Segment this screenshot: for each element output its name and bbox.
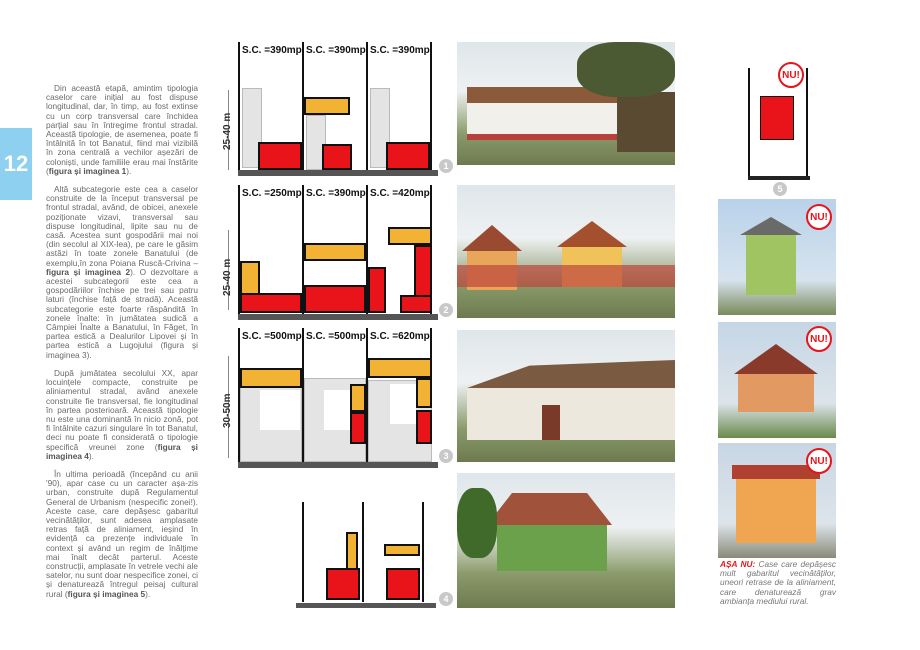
dimension-label: 30-50m xyxy=(222,393,233,428)
sc-label: S.C. =500mp xyxy=(242,331,302,342)
photo-1 xyxy=(457,42,675,165)
nu-badge: NU! xyxy=(778,62,804,88)
sc-label: S.C. =250mp xyxy=(242,188,302,199)
figure-number: 4 xyxy=(439,592,453,606)
nu-badge: NU! xyxy=(806,204,832,230)
paragraph-3: După jumătatea secolului XX, apar locuințele compacte, construite pe aliniamentul stradal, având anexele construite fie transversal, fie longitudinal în partea posterioară. Această tipologie nu este una dominantă în nicio zonă, pot fi întâlnite cazuri singulare în tot Banatul, deci nu poate fi considerată o tipologie specifică vreunei zone (figura și imaginea 4). xyxy=(46,367,198,461)
nu-badge: NU! xyxy=(806,326,832,352)
paragraph-2: Altă subcategorie este cea a caselor construite de la început transversal pe frontul stradal, având, de obicei, anexele poziționate vizavi, transversal sau dispuse longitudinal, lipite sau nu de casă. Acestea sunt gospodării mai noi (din secolul al XIX-lea), pe care le găsim astăzi în toate zonele Banatului (de exemplu,în zona Poiana Ruscă-Crivina – figura și imaginea 2). O dezvoltare a acestei subcategorii este cea a gospodăriilor închise pe trei sau patru laturi (închise față de stradă). Această subcategorie este foarte răspândită în zonele înalte: în jumătatea sudică a Câmpiei Înalte a Banatului, în Făget, în partea estică a Dealurilor Lipovei și în partea estică a Lugojului (figura și imaginea 3). xyxy=(46,184,198,360)
sc-label: S.C. =420mp xyxy=(370,188,430,199)
figure-1 xyxy=(238,42,438,176)
dimension-label: 25-40 m xyxy=(222,258,233,296)
figure-4 xyxy=(296,502,436,608)
figure-3 xyxy=(238,328,438,468)
figure-number: 2 xyxy=(439,303,453,317)
nu-badge: NU! xyxy=(806,448,832,474)
page-number-tab xyxy=(0,128,32,200)
paragraph-1: Din această etapă, amintim tipologia caselor care inițial au fost dispuse longitudinal, dar, în timp, au fost extinse cu un corp transversal care închidea parțial sau în întregime frontul stradal. Această tipologie, de asemenea, poate fi întâlnită în tot Banatul, fiind mai vizibilă în zona centrală a vechilor așezări de coloniști, unde familiile erau mai înstărite (figura și imaginea 1). xyxy=(46,83,198,176)
photo-4 xyxy=(457,473,675,608)
figure-number: 3 xyxy=(439,449,453,463)
photo-2 xyxy=(457,185,675,318)
caption: AȘA NU: Case care depășesc mult gabaritul vecinătăților, uneori retrase de la aliniament, care denaturează grav ambianța mediului rural. xyxy=(720,559,836,606)
paragraph-4: În ultima perioadă (începând cu anii '90), apar case cu un caracter așa-zis urban, construite după Regulamentul General de Urbanism (nespecific zonei!). Aceste case, care depășesc gabaritul vecinătăților, sunt adesea amplasate retras față de aliniament, ieșind în evidență ca prezențe individuale în context și având un regim de înălțime mai înalt decât parterul. Aceste construcții, amplasate în vetrele vechi ale satelor, nu sunt doar nespecifice zonei, ci și denaturează întregul peisaj cultural rural (figura și imaginea 5). xyxy=(46,468,198,599)
figure-2 xyxy=(238,185,438,320)
figure-5 xyxy=(748,68,810,180)
sc-label: S.C. =500mp xyxy=(306,331,366,342)
sc-label: S.C. =390mp xyxy=(306,45,366,56)
sc-label: S.C. =390mp xyxy=(242,45,302,56)
dimension-label: 25-40 m xyxy=(222,112,233,150)
sc-label: S.C. =620mp xyxy=(370,331,430,342)
figure-number: 1 xyxy=(439,159,453,173)
sc-label: S.C. =390mp xyxy=(306,188,366,199)
figure-number: 5 xyxy=(773,182,787,196)
photo-3 xyxy=(457,330,675,462)
body-text xyxy=(46,84,198,608)
sc-label: S.C. =390mp xyxy=(370,45,430,56)
page-number: 12 xyxy=(3,151,29,176)
